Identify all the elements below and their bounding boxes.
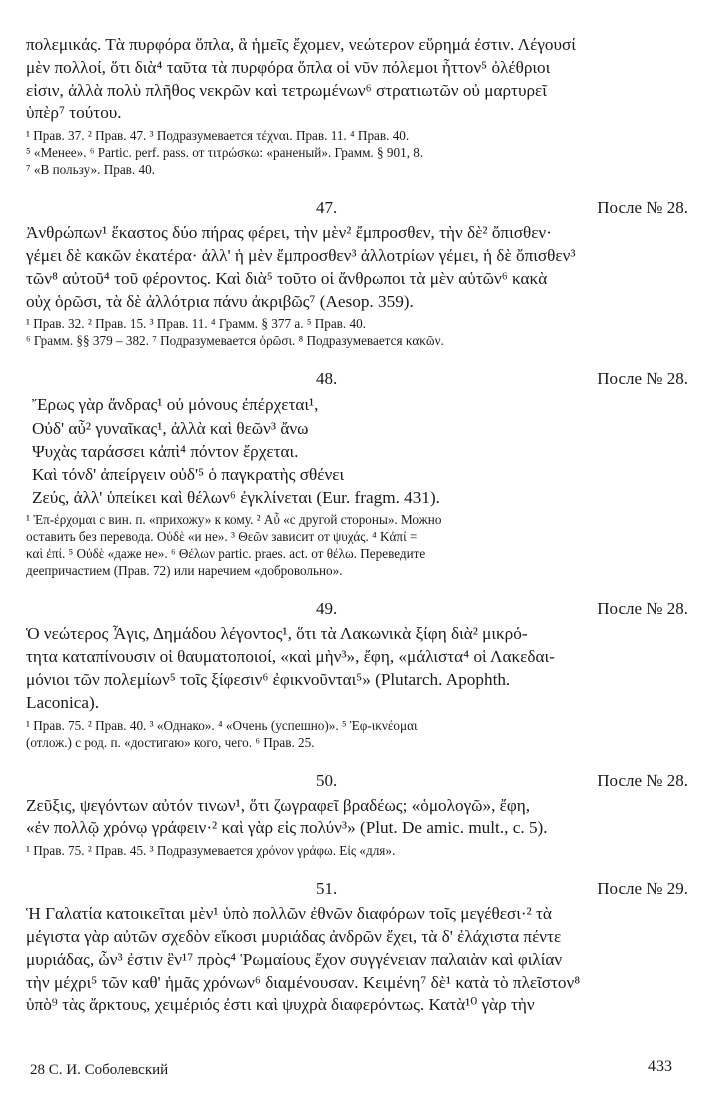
text-line: τῶν⁸ αὐτοῦ⁴ τοῦ φέροντος. Καὶ διὰ⁵ τοῦτο οἱ ἄνθρωποι τὰ μὲν αὑτῶν⁶ κακὰ <box>26 268 548 288</box>
exercise-verse <box>26 393 696 509</box>
intro-block <box>26 34 696 178</box>
text-line: ὑπὸ⁹ τὰς ἄρκτους, χειμέριός ἐστι καὶ ψυχρὰ διαφερόντως. Κατὰ¹⁰ γὰρ τὴν <box>26 995 535 1015</box>
footnote-line: ¹ Прав. 32. ² Прав. 15. ³ Прав. 11. ⁴ Грамм. § 377 a. ⁵ Прав. 40. <box>26 316 366 332</box>
footnote-line: (отлож.) с род. п. «достигаю» кого, чего. ⁶ Прав. 25. <box>26 734 315 750</box>
exercise-text <box>26 795 696 841</box>
exercise-reference: После № 28. <box>597 599 688 619</box>
footnote-line: ¹ Прав. 75. ² Прав. 45. ³ Подразумевается χρόνον γράφω. Εἰς «для». <box>26 843 396 859</box>
footnote-line: ¹ Ἐπ-έρχομαι с вин. п. «прихожу» к кому. ² Αὖ «с другой стороны». Можно <box>26 512 442 528</box>
intro-paragraph <box>26 34 696 125</box>
exercise-reference: После № 28. <box>597 198 688 218</box>
exercise-heading <box>26 192 696 222</box>
verse-line: Καὶ τόνδ' ἀπείργειν οὐδ'⁵ ὁ παγκρατὴς σθένει <box>32 464 345 484</box>
verse-line: Ἔρως γὰρ ἄνδρας¹ οὐ μόνους ἐπέρχεται¹, <box>32 395 319 415</box>
text-line: οὐχ ὁρῶσι, τὰ δὲ ἀλλότρια πάνυ ἀκριβῶς⁷ (Aesop. 359). <box>26 291 414 311</box>
exercise-50 <box>26 765 696 860</box>
text-line: πολεμικάς. Τὰ πυρφόρα ὅπλα, ἃ ἡμεῖς ἔχομεν, νεώτερον εὕρημά ἐστιν. Λέγουσί <box>26 35 576 54</box>
verse-line: Ζεύς, ἀλλ' ὑπείκει καὶ θέλων⁶ ἐγκλίνεται (Eur. fragm. 431). <box>32 488 440 508</box>
exercise-text <box>26 623 696 714</box>
exercise-heading <box>26 593 696 623</box>
text-line: μόνιοι τῶν πολεμίων⁵ τοῖς ξίφεσιν⁶ ἐφικνοῦνται⁵» (Plutarch. Apophth. <box>26 669 511 689</box>
exercise-footnotes <box>26 717 696 751</box>
exercise-heading <box>26 363 696 393</box>
exercise-number: 51. <box>316 879 338 899</box>
text-line: τὴν μέχρι⁵ τῶν καθ' ἡμᾶς χρόνων⁶ διαμένουσαν. Κειμένη⁷ δὲ¹ κατὰ τὸ πλεῖστον⁸ <box>26 972 581 992</box>
exercise-reference: После № 28. <box>597 770 688 790</box>
text-line: Ἀνθρώπων¹ ἕκαστος δύο πήρας φέρει, τὴν μὲν² ἔμπροσθεν, τὴν δὲ² ὄπισθεν· <box>26 223 552 243</box>
text-line: ὑπὲρ⁷ τούτου. <box>26 103 122 123</box>
text-line: Laconica). <box>26 692 99 712</box>
intro-footnotes <box>26 127 696 178</box>
text-line: εἰσιν, ἀλλὰ πολὺ πλῆθος νεκρῶν καὶ τετρωμένων⁶ στρατιωτῶν οὐ μαρτυρεῖ <box>26 80 547 100</box>
footnote-line: деепричастием (Прав. 72) или наречием «добровольно». <box>26 563 343 579</box>
printer-signature: 28 С. И. Соболевский <box>30 1062 169 1078</box>
exercise-text <box>26 222 696 313</box>
text-line: τητα καταπίνουσιν οἱ θαυματοποιοί, «καὶ μὴν³», ἔφη, «μάλιστα⁴ οἱ Λακεδαι- <box>26 647 555 667</box>
exercise-heading <box>26 765 696 795</box>
footnote-line: καὶ ἐπί. ⁵ Οὐδὲ «даже не». ⁶ Θέλων partic. praes. act. от θέλω. Переведите <box>26 546 426 562</box>
footnote-line: ¹ Прав. 75. ² Прав. 40. ³ «Однако». ⁴ «Очень (успешно)». ⁵ Ἐφ-ικνέομαι <box>26 717 418 733</box>
exercise-footnotes <box>26 315 696 349</box>
exercise-49 <box>26 593 696 750</box>
exercise-51 <box>26 873 696 1017</box>
text-line: μὲν πολλοί, ὅτι διὰ⁴ ταῦτα τὰ πυρφόρα ὅπλα οἱ νῦν πόλεμοι ἧττον⁵ ὀλέθριοι <box>26 57 551 77</box>
text-line: μέγιστα γὰρ αὐτῶν σχεδὸν εἴκοσι μυριάδας ἀνδρῶν ἔχει, τὰ δ' ἐλάχιστα πέντε <box>26 926 562 946</box>
verse-line: Οὐδ' αὖ² γυναῖκας¹, ἀλλὰ καὶ θεῶν³ ἄνω <box>32 418 309 438</box>
exercise-number: 49. <box>316 599 338 619</box>
exercise-number: 47. <box>316 198 338 218</box>
exercise-reference: После № 29. <box>597 879 688 899</box>
exercise-reference: После № 28. <box>597 369 688 389</box>
page-number: 433 <box>648 1058 672 1075</box>
exercise-number: 48. <box>316 369 338 389</box>
exercise-47 <box>26 192 696 349</box>
text-line: μυριάδας, ὧν³ ἐστιν ἓν¹⁷ πρὸς⁴ Ῥωμαίους ἔχον συγγένειαν παλαιὰν καὶ φιλίαν <box>26 949 563 969</box>
text-line: Ἡ Γαλατία κατοικεῖται μὲν¹ ὑπὸ πολλῶν ἐθνῶν διαφόρων τοῖς μεγέθεσι·² τὰ <box>26 904 552 924</box>
exercise-48 <box>26 363 696 579</box>
exercise-text <box>26 903 696 1017</box>
text-line: Ζεῦξις, ψεγόντων αὐτόν τινων¹, ὅτι ζωγραφεῖ βραδέως; «ὁμολογῶ», ἔφη, <box>26 795 531 815</box>
exercise-number: 50. <box>316 770 338 790</box>
exercise-heading <box>26 873 696 903</box>
footnote-line: оставить без перевода. Οὐδὲ «и не». ³ Θεῶν зависит от ψυχάς. ⁴ Κἀπί = <box>26 529 418 545</box>
text-line: γέμει δὲ κακῶν ἑκατέρα· ἀλλ' ἡ μὲν ἔμπροσθεν³ ἀλλοτρίων γέμει, ἡ δὲ ὄπισθεν³ <box>26 245 576 265</box>
footnote-line: ⁷ «В пользу». Прав. 40. <box>26 162 155 178</box>
footnote-line: ⁶ Грамм. §§ 379 – 382. ⁷ Подразумевается ὁρῶσι. ⁸ Подразумевается κακῶν. <box>26 333 444 349</box>
text-line: «ἐν πολλῷ χρόνῳ γράφειν·² καὶ γὰρ εἰς πολύν³» (Plut. De amic. mult., c. 5). <box>26 818 548 838</box>
exercise-footnotes <box>26 511 696 579</box>
page-footer <box>30 1058 690 1082</box>
exercise-footnotes <box>26 842 696 859</box>
footnote-line: ¹ Прав. 37. ² Прав. 47. ³ Подразумевается τέχναι. Прав. 11. ⁴ Прав. 40. <box>26 128 410 144</box>
text-line: Ὁ νεώτερος Ἆγις, Δημάδου λέγοντος¹, ὅτι τὰ Λακωνικὰ ξίφη διὰ² μικρό- <box>26 624 528 644</box>
verse-line: Ψυχὰς ταράσσει κἀπὶ⁴ πόντον ἔρχεται. <box>32 441 299 461</box>
footnote-line: ⁵ «Менее». ⁶ Partic. perf. pass. от τιτρώσκω: «раненый». Грамм. § 901, 8. <box>26 145 424 161</box>
page-content <box>26 34 696 1017</box>
